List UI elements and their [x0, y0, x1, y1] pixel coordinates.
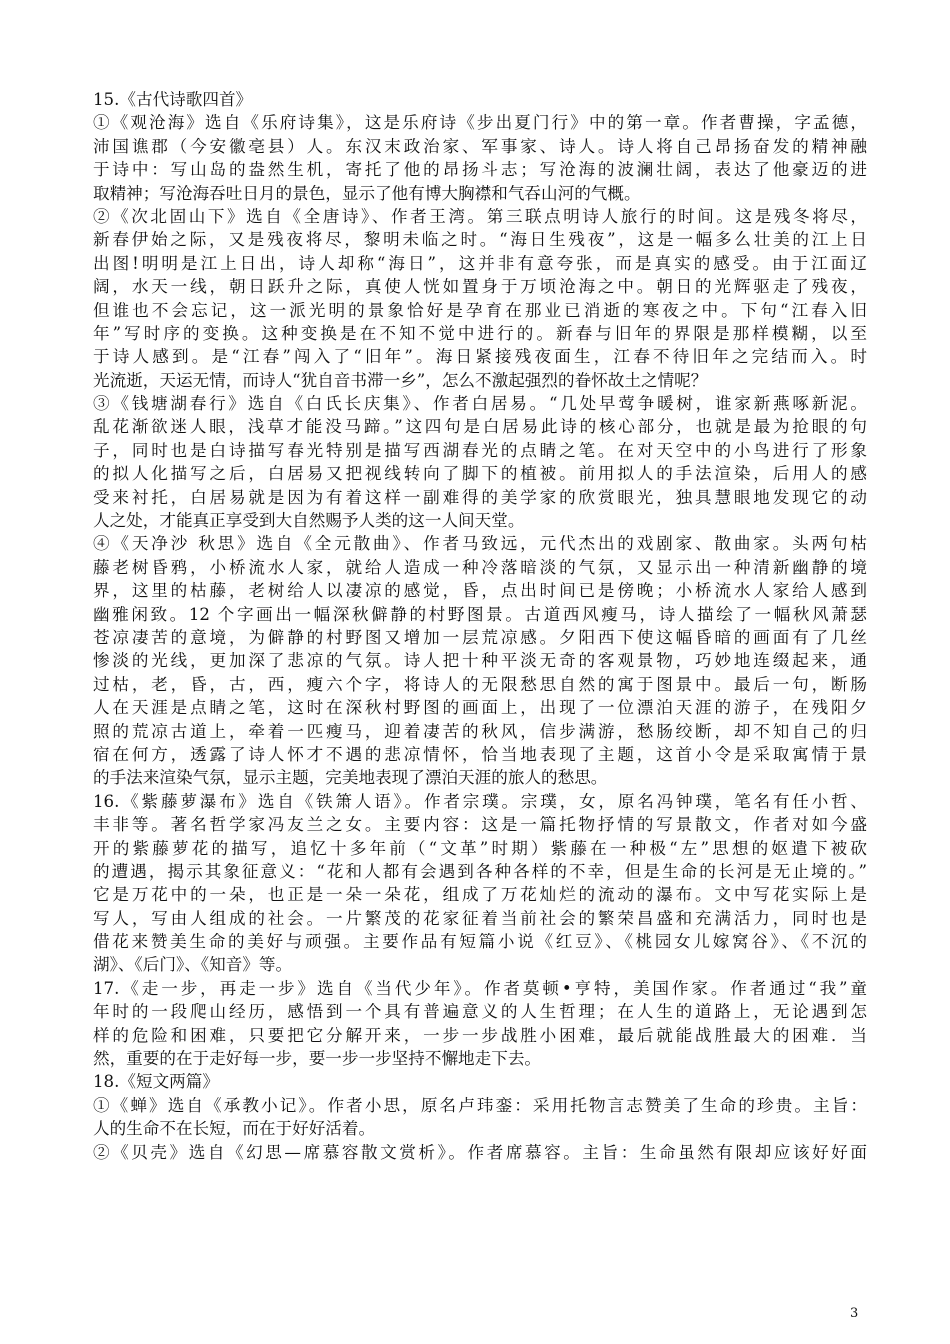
text-line: 但谁也不会忘记，这一派光明的景象恰好是孕育在那业已消逝的寒夜之中。下句“江春入旧 [93, 300, 867, 320]
text-line: ①《观沧海》选自《乐府诗集》，这是乐府诗《步出夏门行》中的第一章。作者曹操，字孟德， [93, 113, 867, 133]
text-line: 样的危险和困难，只要把它分解开来，一步一步战胜小困难，最后就能战胜最大的困难．当 [93, 1025, 867, 1045]
text-line: 它是万花中的一朵，也正是一朵一朵花，组成了万花灿烂的流动的瀑布。文中写花实际上是 [93, 885, 867, 905]
text-line: 受来衬托，白居易就是因为有着这样一副难得的美学家的欣赏眼光，独具慧眼地发现它的动 [93, 487, 867, 507]
text-line: ①《蝉》选自《承教小记》。作者小思，原名卢玮銮：采用托物言志赞美了生命的珍贵。主旨： [93, 1095, 867, 1115]
text-line: 18.《短文两篇》 [93, 1072, 219, 1092]
text-line: 开的紫藤萝花的描写，追忆十多年前（“文革”时期）紫藤在一种极“左”思想的妪遣下被砍 [93, 838, 867, 858]
text-line: 写人，写由人组成的社会。一片繁茂的花家征着当前社会的繁荣昌盛和充满活力，同时也是 [93, 908, 867, 928]
text-line: ②《贝壳》选自《幻思—席慕容散文赏析》。作者席慕容。主旨：生命虽然有限却应该好好面 [93, 1142, 867, 1162]
text-line: 17.《走一步，再走一步》选自《当代少年》。作者莫顿•亨特，美国作家。作者通过“我”童 [93, 978, 867, 998]
text-line: 年时的一段爬山经历，感悟到一个具有普遍意义的人生哲理；在人生的道路上，无论遇到怎 [93, 1002, 867, 1022]
text-line: 的遭遇，揭示其象征意义：“花和人都有会遇到各种各样的不幸，但是生命的长河是无止境的。” [93, 861, 867, 881]
text-line: 丰非等。著名哲学家冯友兰之女。主要内容：这是一篇托物抒情的写景散文，作者对如今盛 [93, 815, 867, 835]
text-line: 人之处，才能真正享受到大自然赐予人类的这一人间天堂。 [93, 511, 525, 531]
text-line: 出图!明明是江上日出，诗人却称“海日”，这并非有意夸张，而是真实的感受。由于江面辽 [93, 253, 867, 273]
text-line: 然，重要的在于走好每一步，要一步一步坚持不懈地走下去。 [93, 1049, 542, 1069]
text-line: ④《天净沙 秋思》选自《全元散曲》、作者马致远，元代杰出的戏剧家、散曲家。头两句枯 [93, 534, 867, 554]
text-line: 于诗中：写山岛的盎然生机，寄托了他的昂扬斗志；写沧海的波澜壮阔，表达了他豪迈的进 [93, 160, 867, 180]
text-line: 惨淡的光线，更加深了悲凉的气氛。诗人把十种平淡无奇的客观景物，巧妙地连缀起来，通 [93, 651, 867, 671]
text-line: ②《次北固山下》选自《全唐诗》、作者王湾。第三联点明诗人旅行的时间。这是残冬将尽， [93, 206, 867, 226]
text-line: 年”写时序的变换。这种变换是在不知不觉中进行的。新春与旧年的界限是那样模糊，以至 [93, 323, 867, 343]
text-line: 乱花渐欲迷人眼，浅草才能没马蹄。”这四句是白居易此诗的核心部分，也就是最为抢眼的句 [93, 417, 867, 437]
text-line: 新春伊始之际，又是残夜将尽，黎明未临之时。“海日生残夜”，这是一幅多么壮美的江上日 [93, 230, 867, 250]
text-line: 沛国谯郡（今安徽亳县）人。东汉末政治家、军事家、诗人。诗人将自己昂扬奋发的精神融 [93, 136, 867, 156]
text-line: 阔，水天一线，朝日跃升之际，真使人恍如置身于万顷沧海之中。朝日的光辉驱走了残夜， [93, 277, 867, 297]
text-line: 取精神；写沧海吞吐日月的景色，显示了他有博大胸襟和气吞山河的气概。 [93, 183, 641, 203]
text-line: 人在天涯是点睛之笔，这时在深秋村野图的画面上，出现了一位漂泊天涯的游子，在残阳夕 [93, 698, 867, 718]
text-line: 照的荒凉古道上，牵着一匹瘦马，迎着凄苦的秋风，信步满游，愁肠绞断，却不知自己的归 [93, 721, 867, 741]
text-line: 于诗人感到。是“江春”闯入了“旧年”。海日紧接残夜面生，江春不待旧年之完结而入。时 [93, 347, 867, 367]
document-body [93, 88, 867, 1164]
text-line: 子，同时也是白诗描写春光特别是描写西湖春光的点睛之笔。在对天空中的小鸟进行了形象 [93, 440, 867, 460]
text-line: 界，这里的枯藤，老树给人以凄凉的感觉，昏，点出时间已是傍晚；小桥流水人家给人感到 [93, 581, 867, 601]
text-line: 借花来赞美生命的美好与顽强。主要作品有短篇小说《红豆》、《桃园女儿嫁窝谷》、《不沉的 [93, 932, 867, 952]
text-line: 15.《古代诗歌四首》 [93, 90, 253, 109]
text-line: 藤老树昏鸦，小桥流水人家，就给人造成一种冷落暗淡的气氛，又显示出一种清新幽静的境 [93, 557, 867, 577]
text-line: 幽雅闲致。12 个字画出一幅深秋僻静的村野图景。古道西风瘦马，诗人描绘了一幅秋风萧瑟 [93, 604, 867, 624]
text-line: 的拟人化描写之后，白居易又把视线转向了脚下的植被。前用拟人的手法渲染，后用人的感 [93, 464, 867, 484]
text-line: 湖》、《后门》、《知音》等。 [93, 955, 293, 975]
page-number: 3 [850, 1306, 859, 1321]
text-line: 的手法来渲染气氛，显示主题，完美地表现了漂泊天涯的旅人的愁思。 [93, 768, 608, 788]
text-line: 宿在何方，透露了诗人怀才不遇的悲凉情怀，恰当地表现了主题，这首小令是采取寓情于景 [93, 744, 867, 764]
text-line: 光流逝，天运无情，而诗人“犹自音书滞一乡”，怎么不激起强烈的眷怀故土之情呢？ [93, 370, 708, 390]
text-line: 苍凉凄苦的意境，为僻静的村野图又增加一层荒凉感。夕阳西下使这幅昏暗的画面有了几丝 [93, 627, 867, 647]
text-line: 16.《紫藤萝瀑布》选自《铁箫人语》。作者宗璞。宗璞，女，原名冯钟璞，笔名有任小哲、 [93, 791, 867, 811]
text-line: 过枯，老，昏，古，西，瘦六个字，将诗人的无限愁思自然的寓于图景中。最后一句，断肠 [93, 674, 867, 694]
text-line: ③《钱塘湖春行》选自《白氏长庆集》、作者白居易。“几处早莺争暖树，谁家新燕啄新泥。 [93, 394, 867, 414]
text-line: 人的生命不在长短，而在于好好活着。 [93, 1119, 376, 1139]
